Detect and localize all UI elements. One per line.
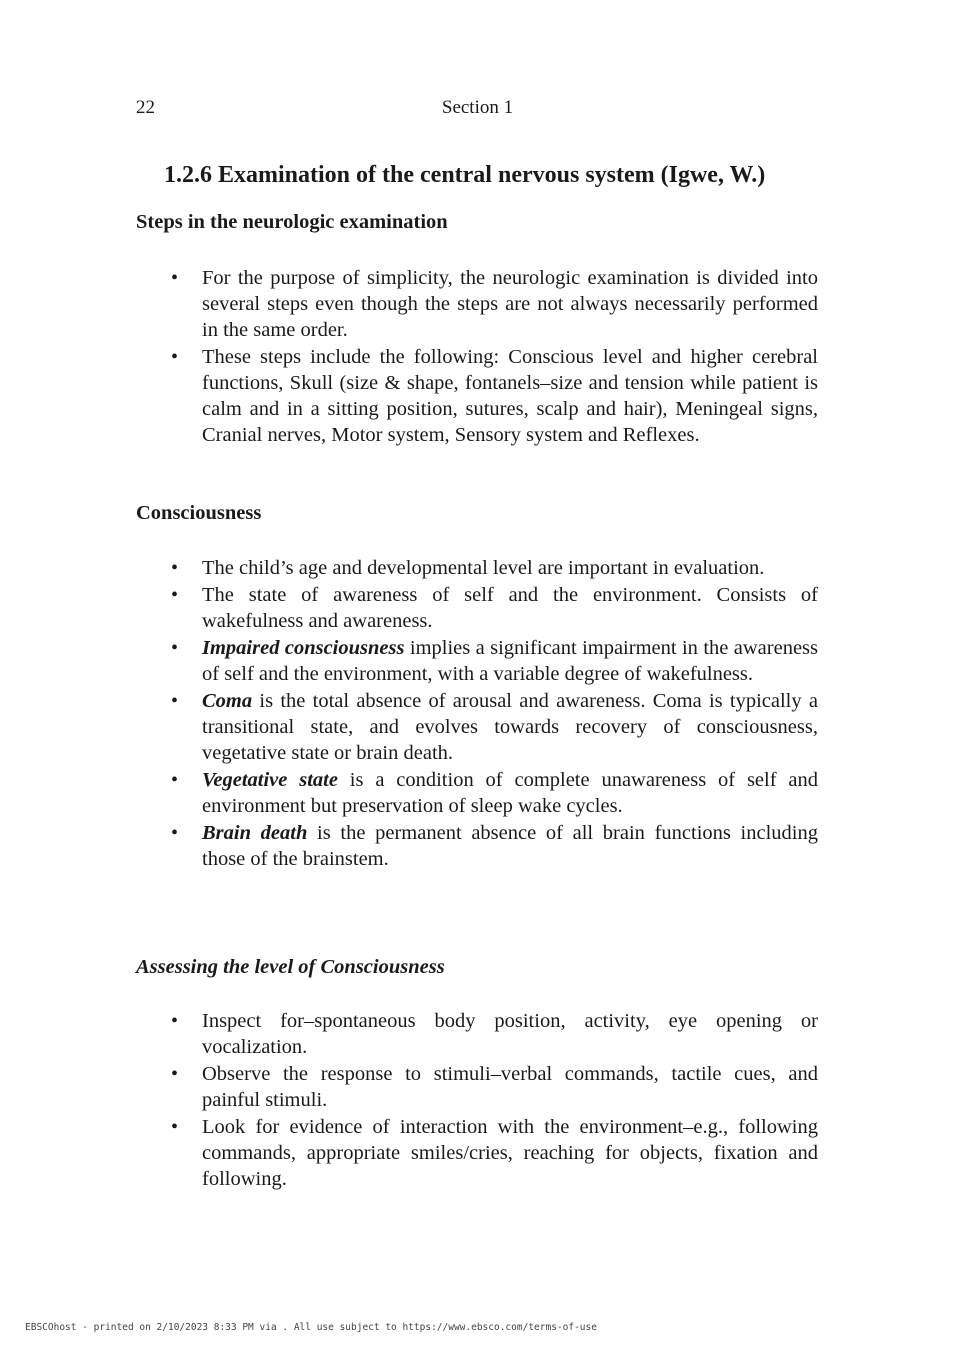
heading-consciousness: Consciousness — [136, 502, 262, 524]
list-item: • Inspect for–spontaneous body position, activity, eye opening or vocalization. — [202, 1008, 818, 1060]
list-item: • For the purpose of simplicity, the neurologic examination is divided into several steps even though the steps are not always necessarily performed in the same order. — [202, 265, 818, 343]
page-number: 22 — [136, 97, 155, 118]
consciousness-list — [202, 555, 818, 873]
list-item: • Impaired consciousness implies a significant impairment in the awareness of self and the environment, with a variable degree of wakefulness. — [202, 635, 818, 687]
running-head: Section 1 — [441, 97, 514, 118]
list-item: • Brain death is the permanent absence of all brain functions including those of the brainstem. — [202, 820, 818, 872]
list-item: • Coma is the total absence of arousal and awareness. Coma is typically a transitional state, and evolves towards recovery of consciousness, vegetative state or brain death. — [202, 688, 818, 766]
assessing-list — [202, 1008, 818, 1193]
list-item: • These steps include the following: Conscious level and higher cerebral functions, Skull (size & shape, fontanels–size and tension while patient is calm and in a sitting position, sutures, scalp and hair), Meningeal signs, Cranial nerves, Motor system, Sensory system and Reflexes. — [202, 344, 818, 448]
heading-steps: Steps in the neurologic examination — [136, 211, 448, 233]
list-item: • Vegetative state is a condition of complete unawareness of self and environment but preservation of sleep wake cycles. — [202, 767, 818, 819]
steps-list — [202, 265, 818, 449]
heading-assessing: Assessing the level of Consciousness — [136, 956, 445, 978]
list-item: • The state of awareness of self and the environment. Consists of wakefulness and awareness. — [202, 582, 818, 634]
list-item: • Look for evidence of interaction with the environment–e.g., following commands, appropriate smiles/cries, reaching for objects, fixation and following. — [202, 1114, 818, 1192]
list-item: • The child’s age and developmental level are important in evaluation. — [202, 555, 818, 581]
print-footer: EBSCOhost - printed on 2/10/2023 8:33 PM via . All use subject to https://www.ebsco.com/terms-of-use — [25, 1322, 597, 1333]
section-title: 1.2.6 Examination of the central nervous system (Igwe, W.) — [164, 162, 766, 188]
list-item: • Observe the response to stimuli–verbal commands, tactile cues, and painful stimuli. — [202, 1061, 818, 1113]
